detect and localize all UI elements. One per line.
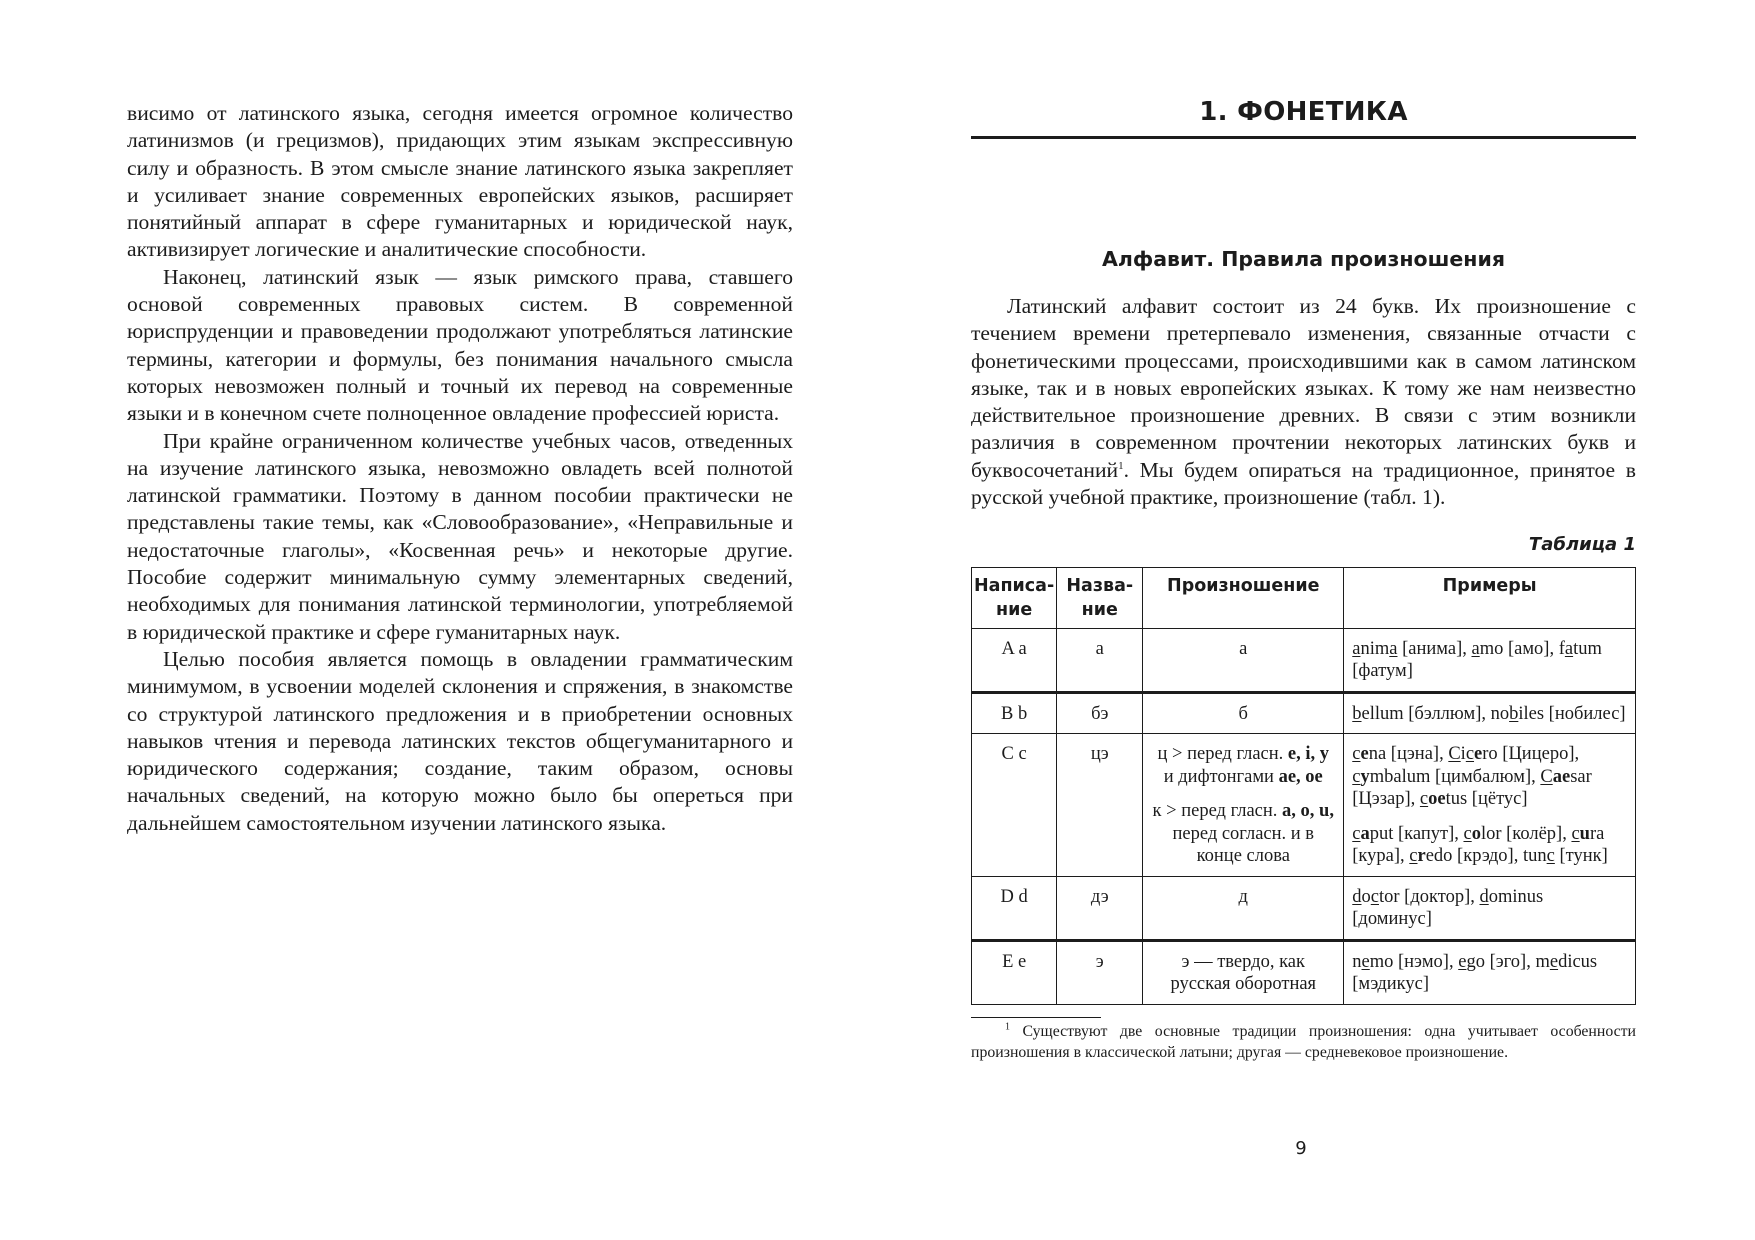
section-title: Алфавит. Правила произношения <box>1102 247 1505 271</box>
paragraph-latinisms: висимо от латинского языка, сегодня имеется огромное количество латинизмов (и грецизмов), придающих этим языкам экспрессивную силу и образность. В этом смысле знание латинского языка закрепляет и усиливает знание современных европейских языков, расширяет понятийный аппарат в сфере гуманитарных и юридической наук, активизирует логические и аналитические способности. <box>127 101 793 262</box>
cell-examples <box>1344 734 1636 877</box>
examples-ts: cena [цэна], Cicero [Цицеро], cymbalum [цимбалюм], Caesar [Цэзар], coetus [цётус] <box>1352 744 1592 810</box>
footnote-mark: 1 <box>1005 1022 1010 1033</box>
examples-k: caput [капут], color [колёр], cura [кура], credo [крэдо], tunc [тунк] <box>1352 823 1608 867</box>
table-row-a <box>972 628 1636 692</box>
table-caption: Таблица 1 <box>1528 533 1636 555</box>
cell-letter: D d <box>972 876 1057 940</box>
cell-letter-name: бэ <box>1057 692 1143 734</box>
paragraph-goal: Целью пособия является помощь в овладении грамматическим минимумом, в усвоении моделей склонения и спряжения, в знакомстве со структурой латинского предложения и в приобретении основных навыков чтения и перевода латинских текстов общегуманитарного и юридического содержания; создание, таким образом, основы начальных сведений, на которую можно было бы опереться при дальнейшем самостоятельном изучении латинского языка. <box>127 646 793 835</box>
header-spelling: Написа- ние <box>972 567 1057 628</box>
cell-pronunciation: д <box>1143 876 1344 940</box>
intro-text-part-2: . Мы будем опираться на традиционное, принятое в русской учебной практике, произношение (табл. 1). <box>971 457 1636 510</box>
footnote-text: Существуют две основные традиции произношения: одна учитывает особенности произношения в классической латыни; другая — средневековое произношение. <box>971 1023 1636 1061</box>
pronunciation-rule-ts: ц > перед гласн. e, i, y и дифтонгами ae, oe <box>1157 744 1330 787</box>
cell-letter: B b <box>972 692 1057 734</box>
footnote <box>971 1022 1636 1063</box>
header-name: Назва- ние <box>1057 567 1143 628</box>
cell-examples: doctor [доктор], dominus [доминус] <box>1344 876 1636 940</box>
table-row-e <box>972 940 1636 1004</box>
left-page <box>127 100 793 837</box>
cell-letter-name: дэ <box>1057 876 1143 940</box>
table-row-b <box>972 692 1636 734</box>
table-row-d <box>972 876 1636 940</box>
cell-letter-name: цэ <box>1057 734 1143 877</box>
cell-letter-name: а <box>1057 628 1143 692</box>
cell-pronunciation: а <box>1143 628 1344 692</box>
page-number: 9 <box>1295 1138 1307 1159</box>
chapter-title-rule <box>971 136 1636 139</box>
cell-letter: C c <box>972 734 1057 877</box>
alphabet-table <box>971 567 1636 1005</box>
header-pronunciation: Произношение <box>1143 567 1344 628</box>
cell-pronunciation: б <box>1143 692 1344 734</box>
footnote-reference[interactable]: 1 <box>1118 459 1124 472</box>
cell-examples: anima [анима], amo [амо], fatum [фатум] <box>1344 628 1636 692</box>
footnote-separator <box>971 1017 1101 1018</box>
cell-letter: A a <box>972 628 1057 692</box>
paragraph-limited-hours: При крайне ограниченном количестве учебных часов, отведенных на изучение латинского языка, невозможно овладеть всей полнотой латинской грамматики. Поэтому в данном пособии практически не представлены такие темы, как «Словообразование», «Неправильные и недостаточные глаголы», «Косвенная речь» и некоторые другие. Пособие содержит минимальную сумму элементарных сведений, необходимых для понимания латинской терминологии, употребляемой в юридической практике и сфере гуманитарных наук. <box>127 428 793 644</box>
cell-letter: E e <box>972 940 1057 1004</box>
chapter-title: 1. ФОНЕТИКА <box>1199 97 1408 127</box>
pronunciation-rule-k: к > перед гласн. a, o, u, перед согласн. и в конце слова <box>1152 801 1334 867</box>
table-row-c <box>972 734 1636 877</box>
header-examples: Примеры <box>1344 567 1636 628</box>
table-header-row <box>972 567 1636 628</box>
intro-paragraph <box>971 293 1636 511</box>
paragraph-roman-law: Наконец, латинский язык — язык римского права, ставшего основой современных правовых систем. В современной юриспруденции и правоведении продолжают употребляться латинские термины, категории и формулы, без понимания начального смысла которых невозможен полный и точный их перевод на современные языки и в конечном счете полноценное овладение профессией юриста. <box>127 264 793 426</box>
cell-examples: nemo [нэмо], ego [эго], medicus [мэдикус] <box>1344 940 1636 1004</box>
cell-pronunciation: э — твердо, как русская оборотная <box>1143 940 1344 1004</box>
intro-text-part-1: Латинский алфавит состоит из 24 букв. Их произношение с течением времени претерпевало изменения, связанные отчасти с фонетическими процессами, происходившими как в самом латинском языке, так и в новых европейских языках. К тому же нам неизвестно действительное произношение древних. В связи с этим возникли различия в современном прочтении некоторых латинских букв и буквосочетаний <box>971 294 1636 482</box>
cell-examples: bellum [бэллюм], nobiles [нобилес] <box>1344 692 1636 734</box>
right-page <box>971 92 1636 1079</box>
cell-letter-name: э <box>1057 940 1143 1004</box>
cell-pronunciation <box>1143 734 1344 877</box>
